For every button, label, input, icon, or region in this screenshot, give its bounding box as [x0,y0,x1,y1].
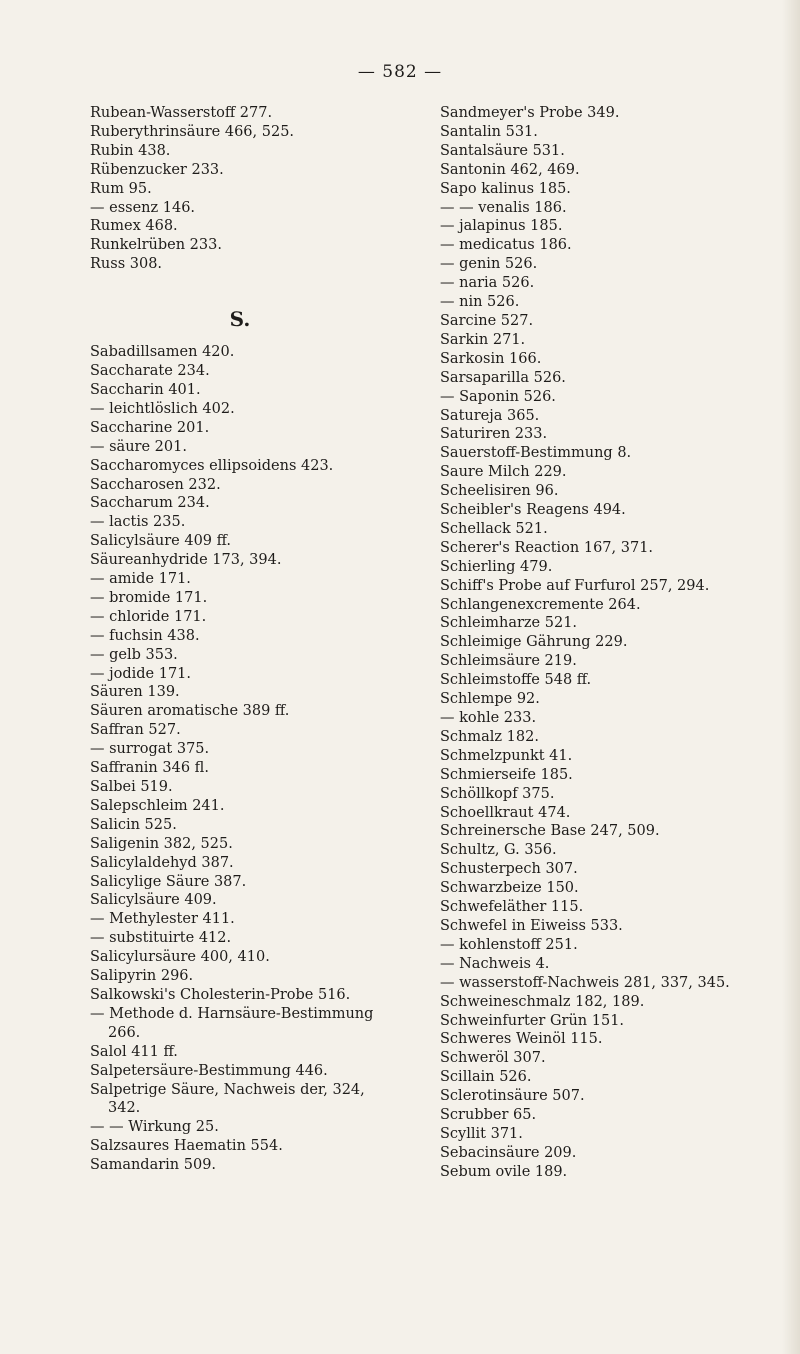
index-entry: — leichtlöslich 402. [90,400,235,417]
index-entry: Schiff's Probe auf Furfurol 257, 294. [440,577,710,594]
index-entry: — substituirte 412. [90,930,232,947]
index-entry: Salicylursäure 400, 410. [90,949,270,966]
index-entry: Santalsäure 531. [440,142,565,159]
section-letter: S. [229,307,251,332]
index-entry: Schwefel in Eiweiss 533. [440,917,623,934]
index-entry: Salicylsäure 409. [90,892,217,909]
index-entry: Saccharate 234. [90,363,210,380]
index-entry: Sandmeyer's Probe 349. [440,105,620,121]
index-entry: Scrubber 65. [440,1107,537,1124]
index-entry: Saffranin 346 fl. [90,760,209,777]
index-entry: — genin 526. [440,256,538,273]
index-entry: — — Wirkung 25. [90,1119,219,1136]
left-entries-before-letter [90,104,420,274]
index-entry: Schöllkopf 375. [440,785,555,802]
index-entry: Salicylaldehyd 387. [90,854,234,871]
index-entry: Sclerotinsäure 507. [440,1088,585,1105]
index-entry: Saccharum 234. [90,495,210,512]
index-entry: Salepschleim 241. [90,797,225,814]
index-entry: Sarkosin 166. [440,350,542,367]
index-entry: Scheelisiren 96. [440,483,559,500]
index-entry: — kohlenstoff 251. [440,936,578,953]
index-entry: Säuren aromatische 389 ff. [90,703,290,720]
index-entry: Salipyrin 296. [90,968,194,985]
index-entry: Schellack 521. [440,520,548,537]
index-entry: — essenz 146. [90,199,196,216]
index-entry: Scheibler's Reagens 494. [440,502,626,519]
index-entry: Schwarzbeize 150. [440,880,579,897]
index-entry: Saffran 527. [90,722,181,739]
index-entry: — fuchsin 438. [90,627,200,644]
index-entry: Sarsaparilla 526. [440,369,566,386]
index-entry: Saccharin 401. [90,381,201,398]
index-entry: Schoellkraut 474. [440,804,571,821]
index-entry: — wasserstoff-Nachweis 281, 337, 345. [440,974,730,991]
index-entry: Schlangenexcremente 264. [440,596,641,613]
index-entry: Salicylsäure 409 ff. [90,533,232,550]
index-entry: Rubin 438. [90,142,171,159]
index-entry: Salpetersäure-Bestimmung 446. [90,1062,328,1079]
index-entry: Sebum ovile 189. [440,1163,568,1180]
index-entry: Rum 95. [90,180,152,197]
left-entries-after-letter [90,343,420,1175]
index-entry: 342. [108,1100,141,1117]
index-entry: Saturiren 233. [440,426,548,443]
index-entry: — lactis 235. [90,514,186,531]
index-entry: Sapo kalinus 185. [440,180,571,197]
index-entry: Schultz, G. 356. [440,842,557,859]
index-entry: — gelb 353. [90,646,178,663]
index-entry: Schweres Weinöl 115. [440,1031,603,1048]
index-entry: Saligenin 382, 525. [90,835,233,852]
index-entry: — amide 171. [90,571,191,588]
section-gap [90,274,420,287]
index-entry: 266. [108,1024,141,1041]
index-entry: Sabadillsamen 420. [90,344,235,361]
index-entry: Schierling 479. [440,558,553,575]
index-entry: — kohle 233. [440,710,537,726]
index-entry: — Methylester 411. [90,911,235,928]
index-entry: Schleimige Gährung 229. [440,634,628,651]
index-entry: Scyllit 371. [440,1125,523,1142]
index-entry: Sebacinsäure 209. [440,1144,577,1161]
index-entry: — — venalis 186. [440,199,567,216]
index-entry: Rumex 468. [90,218,178,235]
index-entry: Säuren 139. [90,684,180,701]
index-entry: Schleimsäure 219. [440,653,577,670]
index-entry: Scillain 526. [440,1069,532,1086]
index-entry: — Methode d. Harnsäure-Bestimmung [90,1005,374,1022]
index-entry: Saccharosen 232. [90,476,221,493]
index-entry: Salol 411 ff. [90,1043,178,1060]
index-entry: Santonin 462, 469. [440,161,580,178]
index-entry: Rübenzucker 233. [90,161,224,178]
index-entry: — naria 526. [440,275,535,292]
index-entry: Santalin 531. [440,123,538,140]
index-entry: — säure 201. [90,438,187,455]
index-entry: Schleimstoffe 548 ff. [440,672,592,689]
right-column [440,104,795,1182]
index-entry: Scherer's Reaction 167, 371. [440,539,654,556]
page-number: — 582 — [357,62,443,82]
index-entry: Schweröl 307. [440,1050,546,1067]
index-entry: Ruberythrinsäure 466, 525. [90,123,295,140]
index-entry: Satureja 365. [440,407,540,424]
index-entry: Salbei 519. [90,779,173,795]
index-entry: Schmelzpunkt 41. [440,747,573,764]
index-entry: Saccharomyces ellipsoidens 423. [90,457,334,474]
index-entry: Schmierseife 185. [440,766,573,783]
index-entry: Schwefeläther 115. [440,899,584,916]
index-entry: — jalapinus 185. [440,218,563,235]
index-entry: Rubean-Wasserstoff 277. [90,105,273,121]
index-entry: Salicin 525. [90,816,177,833]
index-entry: Salzsaures Haematin 554. [90,1138,283,1155]
index-entry: Schreinersche Base 247, 509. [440,823,660,840]
index-entry: — surrogat 375. [90,741,210,758]
index-entry: Schleimharze 521. [440,615,578,632]
index-entry: Schweineschmalz 182, 189. [440,993,645,1010]
index-entry: Salpetrige Säure, Nachweis der, 324, [90,1081,365,1098]
index-entry: Sarkin 271. [440,331,526,348]
index-entry: Saccharine 201. [90,419,210,436]
index-entry: Schmalz 182. [440,728,539,745]
index-entry: — bromide 171. [90,589,208,606]
index-entry: Säureanhydride 173, 394. [90,552,282,569]
index-entry: — medicatus 186. [440,237,572,254]
index-entry: — Saponin 526. [440,388,556,405]
index-entry: Salicylige Säure 387. [90,873,247,890]
index-entry: Russ 308. [90,256,163,273]
index-entry: Runkelrüben 233. [90,237,222,254]
left-column [90,104,420,1175]
index-entry: Schusterpech 307. [440,861,578,878]
index-entry: Salkowski's Cholesterin-Probe 516. [90,986,351,1003]
index-entry: Sarcine 527. [440,312,534,329]
index-entry: Samandarin 509. [90,1157,217,1174]
index-entry: Schlempe 92. [440,691,540,708]
index-entry: Schweinfurter Grün 151. [440,1012,625,1029]
index-entry: — nin 526. [440,294,520,311]
index-entry: — jodide 171. [90,665,192,682]
index-entry: — chloride 171. [90,608,207,625]
index-entry: Saure Milch 229. [440,464,567,481]
index-entry: — Nachweis 4. [440,955,550,972]
index-entry: Sauerstoff-Bestimmung 8. [440,445,632,462]
